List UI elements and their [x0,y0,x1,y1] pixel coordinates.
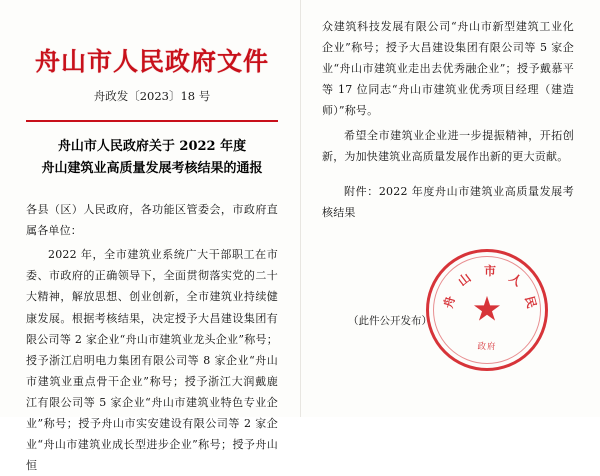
left-body-text [26,199,278,476]
seal-char: 民 [522,294,539,310]
right-body-text [322,16,574,223]
seal-star-icon: ★ [471,289,503,330]
seal-bottom-text: 政府 [477,341,497,352]
document-masthead: 舟山市人民政府文件 [34,47,269,76]
official-seal-icon [426,249,548,371]
document-title-line-2: 舟山建筑业高质量发展考核结果的通报 [41,161,263,177]
salutation: 各县（区）人民政府，各功能区管委会，市政府直属各单位： [26,203,278,238]
document-number: 舟政发〔2023〕18 号 [93,89,211,103]
attachment-line: 附件：2022 年度舟山市建筑业高质量发展考核结果 [322,184,574,219]
seal-char: 山 [455,270,474,289]
document-title [26,136,278,182]
right-paragraph-2: 希望全市建筑业企业进一步提振精神，开拓创新，为加快建筑业高质量发展作出新的更大贡献。 [322,128,574,163]
left-paragraph-1: 2022 年，全市建筑业系统广大干部职工在市委、市政府的正确领导下，全面贯彻落实党的二十大精神，解放思想、创业创新，全市建筑业持续健康发展。根据考核结果，决定授予大昌建设集团有限公司等 2 家企业“舟山市建筑业龙头企业”称号；授予浙江启明电力集团有限公司等 8 家企业“舟山市建筑业重点骨干企业”称号；授予浙江大润戴鹿江有限公司等 5 家企业“舟山市建筑业特色专业企业”称号；授予舟山市实安建设有限公司等 2 家企业“舟山市建筑业成长型进步企业”称号；授予舟山恒 [26,248,278,473]
seal-area [322,241,574,391]
document-title-line-1: 舟山市人民政府关于 2022 年度 [57,138,247,154]
seal-char: 市 [484,263,497,278]
public-release-note: （此件公开发布） [348,314,432,327]
seal-char: 舟 [441,294,458,310]
right-paragraph-1: 众建筑科技发展有限公司“舟山市新型建筑工业化企业”称号；授予大昌建设集团有限公司等 5 家企业“舟山市建筑业走出去优秀融企业”；授予戴慕平等 17 位同志“舟山市建筑业优秀项目经理（建造师）”称号。 [322,20,574,118]
seal-arc-text [429,252,551,374]
masthead-separator-line [26,120,278,122]
right-column [300,0,600,417]
left-column [0,0,300,473]
seal-char: 人 [506,270,525,289]
